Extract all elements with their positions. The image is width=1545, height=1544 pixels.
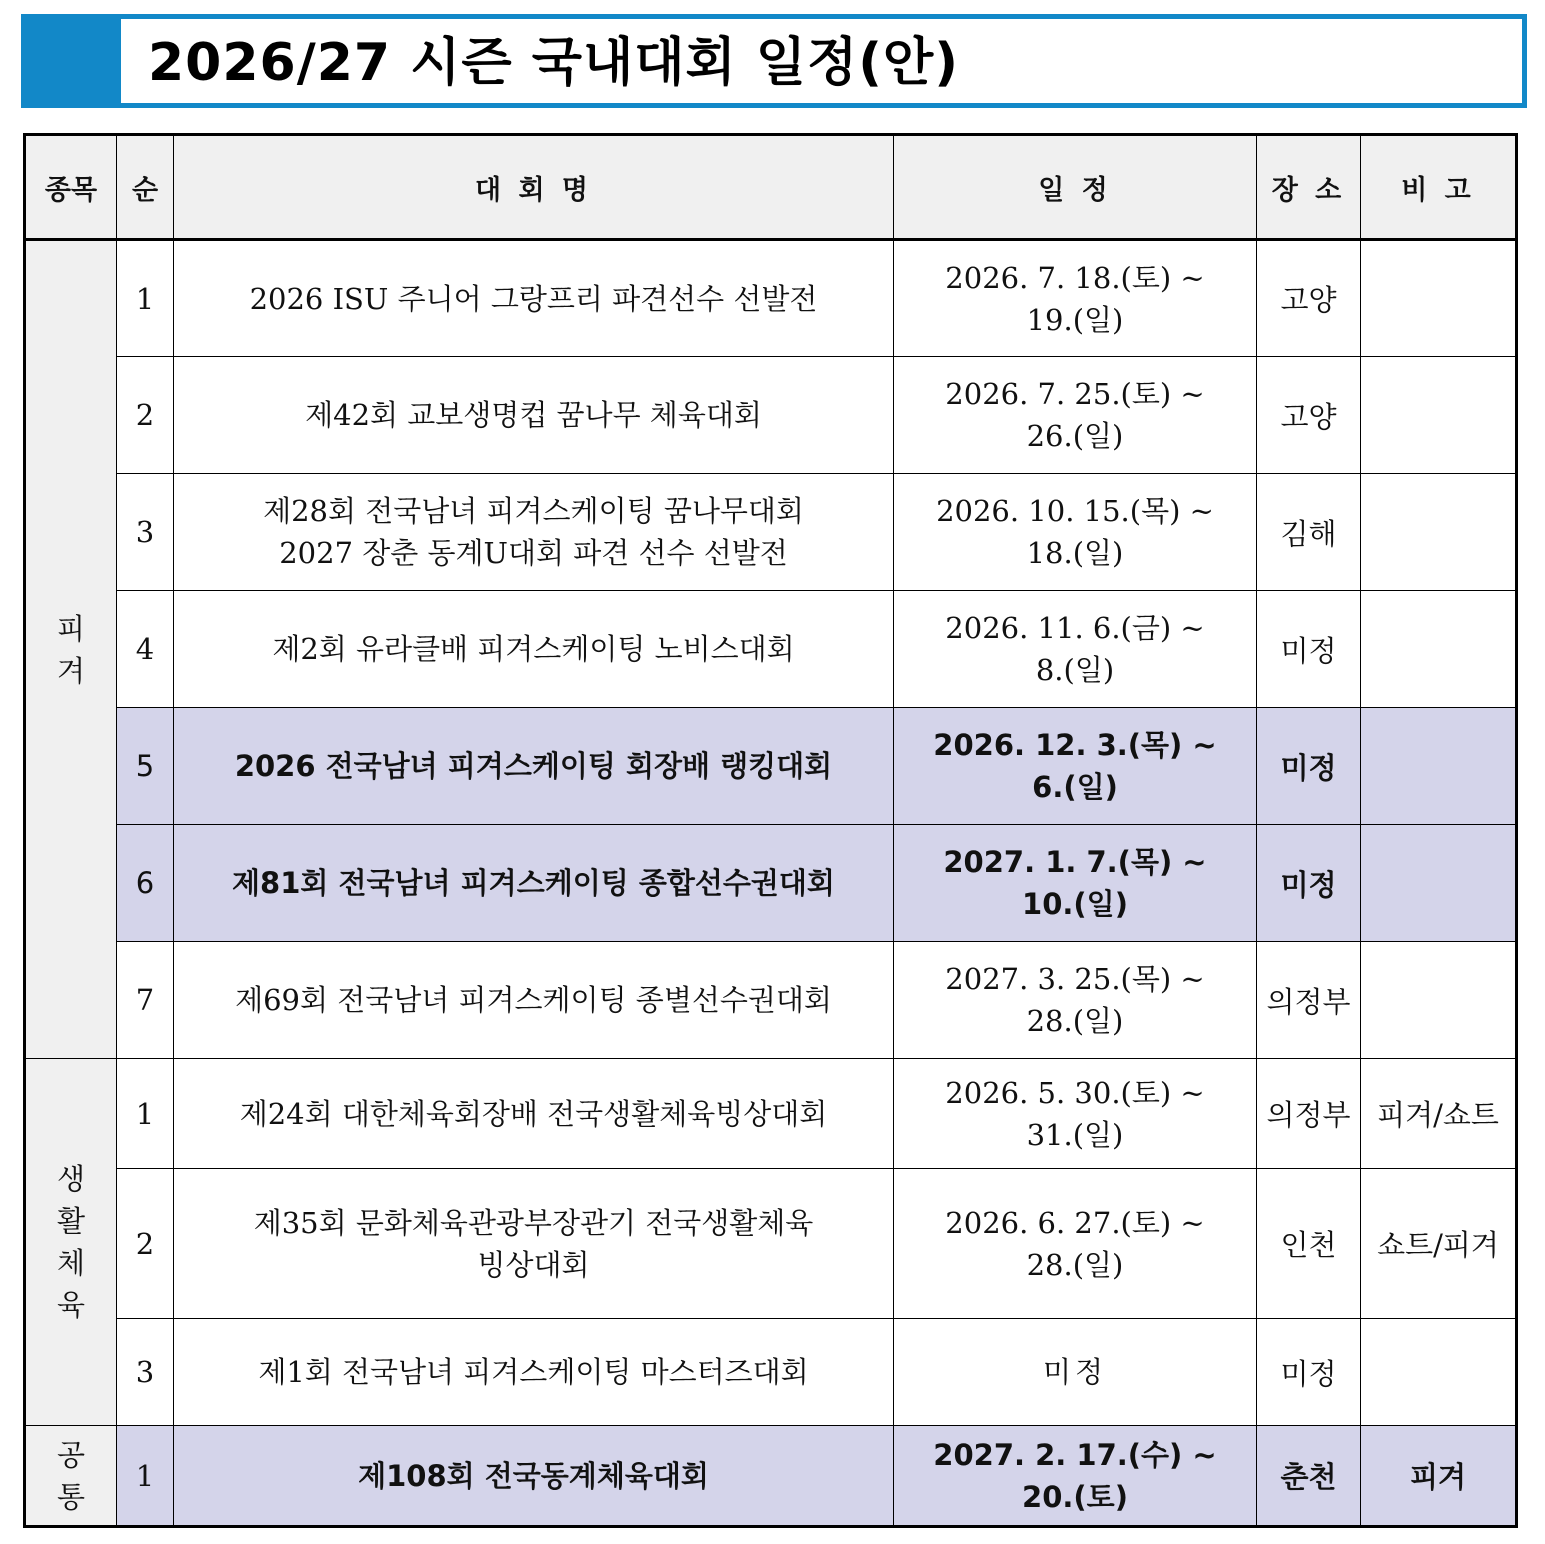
row-note xyxy=(1361,942,1517,1059)
header-note: 비 고 xyxy=(1361,135,1517,240)
header-order: 순 xyxy=(117,135,174,240)
table-row-highlighted xyxy=(25,708,1517,825)
category-figure: 피 겨 xyxy=(25,240,117,1059)
row-note: 쇼트/피겨 xyxy=(1361,1169,1517,1319)
row-order: 1 xyxy=(117,1426,174,1527)
row-name: 제24회 대한체육회장배 전국생활체육빙상대회 xyxy=(174,1059,894,1169)
row-venue: 고양 xyxy=(1257,240,1361,357)
table-row xyxy=(25,474,1517,591)
table-row xyxy=(25,1169,1517,1319)
table-row-highlighted xyxy=(25,1426,1517,1527)
row-venue: 미정 xyxy=(1257,825,1361,942)
table-row xyxy=(25,240,1517,357)
category-common: 공 통 xyxy=(25,1426,117,1527)
row-note xyxy=(1361,474,1517,591)
row-date: 2026. 5. 30.(토) ~ 31.(일) xyxy=(894,1059,1257,1169)
row-note xyxy=(1361,357,1517,474)
row-date: 2026. 7. 18.(토) ~ 19.(일) xyxy=(894,240,1257,357)
row-name: 2026 전국남녀 피겨스케이팅 회장배 랭킹대회 xyxy=(174,708,894,825)
header-row xyxy=(25,135,1517,240)
table-row xyxy=(25,357,1517,474)
row-venue: 김해 xyxy=(1257,474,1361,591)
row-venue: 춘천 xyxy=(1257,1426,1361,1527)
row-venue: 고양 xyxy=(1257,357,1361,474)
row-venue: 미정 xyxy=(1257,591,1361,708)
row-order: 1 xyxy=(117,1059,174,1169)
row-order: 3 xyxy=(117,474,174,591)
row-venue: 의정부 xyxy=(1257,942,1361,1059)
row-date: 2027. 2. 17.(수) ~ 20.(토) xyxy=(894,1426,1257,1527)
page-title: 2026/27 시즌 국내대회 일정(안) xyxy=(148,33,960,93)
row-venue: 의정부 xyxy=(1257,1059,1361,1169)
row-order: 5 xyxy=(117,708,174,825)
table-row xyxy=(25,591,1517,708)
row-order: 4 xyxy=(117,591,174,708)
row-venue: 미정 xyxy=(1257,708,1361,825)
title-banner xyxy=(21,14,1527,108)
table-row xyxy=(25,1059,1517,1169)
title-accent-bar xyxy=(26,19,121,103)
row-note xyxy=(1361,240,1517,357)
table-row-highlighted xyxy=(25,825,1517,942)
row-name: 제81회 전국남녀 피겨스케이팅 종합선수권대회 xyxy=(174,825,894,942)
row-date: 2026. 7. 25.(토) ~ 26.(일) xyxy=(894,357,1257,474)
header-category: 종목 xyxy=(25,135,117,240)
row-order: 6 xyxy=(117,825,174,942)
row-date: 2026. 6. 27.(토) ~ 28.(일) xyxy=(894,1169,1257,1319)
row-note xyxy=(1361,591,1517,708)
table-row xyxy=(25,1319,1517,1426)
row-name: 제35회 문화체육관광부장관기 전국생활체육 빙상대회 xyxy=(174,1169,894,1319)
row-name: 제69회 전국남녀 피겨스케이팅 종별선수권대회 xyxy=(174,942,894,1059)
row-date: 2027. 1. 7.(목) ~ 10.(일) xyxy=(894,825,1257,942)
row-order: 3 xyxy=(117,1319,174,1426)
row-order: 7 xyxy=(117,942,174,1059)
row-order: 1 xyxy=(117,240,174,357)
row-name: 제1회 전국남녀 피겨스케이팅 마스터즈대회 xyxy=(174,1319,894,1426)
row-order: 2 xyxy=(117,1169,174,1319)
schedule-table xyxy=(23,133,1518,1528)
row-name: 2026 ISU 주니어 그랑프리 파견선수 선발전 xyxy=(174,240,894,357)
row-note xyxy=(1361,1319,1517,1426)
row-date: 2026. 11. 6.(금) ~ 8.(일) xyxy=(894,591,1257,708)
row-note: 피겨/쇼트 xyxy=(1361,1059,1517,1169)
row-note xyxy=(1361,708,1517,825)
header-venue: 장 소 xyxy=(1257,135,1361,240)
table-row xyxy=(25,942,1517,1059)
header-schedule: 일 정 xyxy=(894,135,1257,240)
row-date: 2026. 10. 15.(목) ~ 18.(일) xyxy=(894,474,1257,591)
row-venue: 미정 xyxy=(1257,1319,1361,1426)
row-venue: 인천 xyxy=(1257,1169,1361,1319)
category-leisure: 생 활 체 육 xyxy=(25,1059,117,1426)
row-name: 제2회 유라클배 피겨스케이팅 노비스대회 xyxy=(174,591,894,708)
row-date: 2026. 12. 3.(목) ~ 6.(일) xyxy=(894,708,1257,825)
row-name: 제108회 전국동계체육대회 xyxy=(174,1426,894,1527)
row-date: 미정 xyxy=(894,1319,1257,1426)
row-name: 제42회 교보생명컵 꿈나무 체육대회 xyxy=(174,357,894,474)
row-note: 피겨 xyxy=(1361,1426,1517,1527)
row-name: 제28회 전국남녀 피겨스케이팅 꿈나무대회 2027 장춘 동계U대회 파견 선수 선발전 xyxy=(174,474,894,591)
row-order: 2 xyxy=(117,357,174,474)
row-date: 2027. 3. 25.(목) ~ 28.(일) xyxy=(894,942,1257,1059)
header-name: 대 회 명 xyxy=(174,135,894,240)
row-note xyxy=(1361,825,1517,942)
